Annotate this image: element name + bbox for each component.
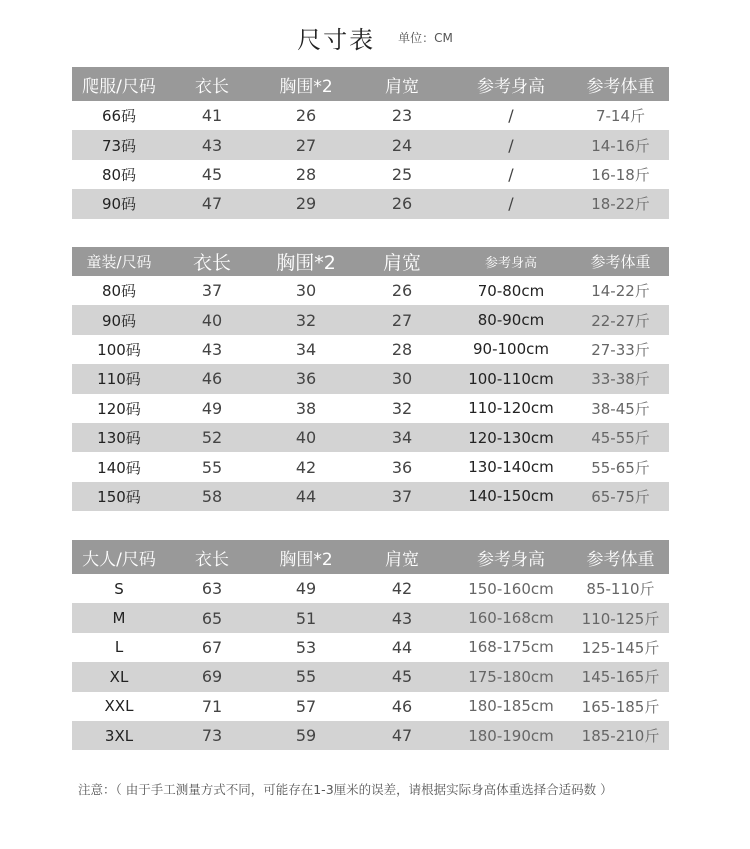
cell-length: 46 — [166, 364, 258, 393]
table-row — [72, 574, 669, 603]
cell-shoulder: 44 — [391, 637, 413, 657]
table-row — [72, 692, 669, 721]
cell-size: 80码 — [101, 282, 137, 301]
table-row — [72, 394, 669, 423]
cell-weight: 65-75斤 — [572, 482, 669, 511]
cell-size: L — [114, 638, 124, 657]
table-row — [72, 276, 669, 305]
cell-size: 80码 — [101, 165, 137, 184]
table-row — [72, 482, 669, 511]
cell-height: 168-175cm — [468, 638, 554, 657]
header-chest: 胸围*2 — [258, 67, 354, 101]
cell-height: 150-160cm — [468, 579, 554, 598]
table-row — [72, 335, 669, 364]
header-size: 童装/尺码 — [72, 247, 166, 276]
cell-size: S — [114, 579, 124, 598]
cell-shoulder: 23 — [391, 106, 413, 126]
table-header-row — [72, 540, 669, 574]
cell-shoulder: 32 — [391, 398, 413, 418]
cell-chest: 36 — [258, 364, 354, 393]
size-table-romper — [72, 67, 669, 219]
cell-size: XXL — [104, 697, 134, 716]
cell-chest: 42 — [295, 457, 317, 477]
cell-weight: 33-38斤 — [572, 364, 669, 393]
cell-size: 90码 — [72, 189, 166, 218]
table-row — [72, 101, 669, 130]
cell-length: 52 — [166, 423, 258, 452]
header-shoulder: 肩宽 — [354, 67, 450, 101]
table-row — [72, 721, 669, 750]
cell-chest: 34 — [295, 339, 317, 359]
cell-length: 58 — [166, 482, 258, 511]
table-row — [72, 603, 669, 632]
cell-height: 100-110cm — [450, 364, 572, 393]
size-table-adult — [72, 540, 669, 750]
cell-shoulder: 47 — [354, 721, 450, 750]
page-title: 尺寸表 — [297, 26, 376, 54]
table-row — [72, 189, 669, 218]
cell-size: 73码 — [72, 130, 166, 159]
table-row — [72, 305, 669, 334]
table-row — [72, 130, 669, 159]
table-row — [72, 662, 669, 691]
cell-height: / — [450, 189, 572, 218]
table-row — [72, 364, 669, 393]
cell-length: 45 — [201, 164, 223, 184]
cell-shoulder: 26 — [354, 189, 450, 218]
cell-height: 130-140cm — [468, 458, 554, 477]
cell-height: 140-150cm — [450, 482, 572, 511]
cell-chest: 30 — [295, 281, 317, 301]
cell-length: 37 — [201, 281, 223, 301]
cell-height: 180-185cm — [468, 697, 554, 716]
cell-size: 3XL — [72, 721, 166, 750]
cell-shoulder: 34 — [354, 423, 450, 452]
table-row — [72, 160, 669, 189]
cell-length: 67 — [201, 637, 223, 657]
cell-size: 120码 — [97, 399, 141, 418]
cell-shoulder: 45 — [354, 662, 450, 691]
cell-height: / — [450, 130, 572, 159]
header-length: 衣长 — [166, 67, 258, 101]
cell-weight: 185-210斤 — [572, 721, 669, 750]
cell-shoulder: 37 — [354, 482, 450, 511]
header-height: 参考身高 — [450, 540, 572, 574]
cell-height: 80-90cm — [450, 305, 572, 334]
cell-chest: 27 — [258, 130, 354, 159]
cell-shoulder: 43 — [354, 603, 450, 632]
cell-length: 63 — [201, 579, 223, 599]
cell-chest: 38 — [295, 398, 317, 418]
cell-shoulder: 30 — [354, 364, 450, 393]
header-shoulder: 肩宽 — [354, 540, 450, 574]
cell-shoulder: 36 — [391, 457, 413, 477]
cell-weight: 22-27斤 — [572, 305, 669, 334]
table-header-row — [72, 67, 669, 101]
cell-size: 130码 — [72, 423, 166, 452]
cell-length: 49 — [201, 398, 223, 418]
cell-length: 65 — [166, 603, 258, 632]
cell-chest: 49 — [295, 579, 317, 599]
cell-weight: 14-22斤 — [591, 282, 650, 301]
cell-height: 90-100cm — [473, 340, 549, 359]
cell-shoulder: 24 — [354, 130, 450, 159]
cell-height: 110-120cm — [468, 399, 554, 418]
cell-shoulder: 46 — [391, 696, 413, 716]
cell-chest: 57 — [295, 696, 317, 716]
cell-size: 150码 — [72, 482, 166, 511]
size-table-kids — [72, 247, 669, 511]
cell-length: 69 — [166, 662, 258, 691]
cell-length: 55 — [201, 457, 223, 477]
cell-size: 90码 — [72, 305, 166, 334]
cell-weight: 45-55斤 — [572, 423, 669, 452]
cell-length: 47 — [166, 189, 258, 218]
cell-shoulder: 28 — [391, 339, 413, 359]
cell-chest: 55 — [258, 662, 354, 691]
cell-length: 43 — [166, 130, 258, 159]
cell-length: 71 — [201, 696, 223, 716]
cell-size: M — [72, 603, 166, 632]
cell-size: 110码 — [72, 364, 166, 393]
cell-weight: 7-14斤 — [595, 107, 646, 126]
cell-weight: 27-33斤 — [591, 340, 650, 359]
table-row — [72, 633, 669, 662]
cell-weight: 110-125斤 — [572, 603, 669, 632]
header-size: 爬服/尺码 — [72, 67, 166, 101]
cell-weight: 16-18斤 — [591, 165, 650, 184]
header-chest: 胸围*2 — [258, 247, 354, 276]
cell-height: 160-168cm — [450, 603, 572, 632]
unit-label: 单位：CM — [398, 31, 453, 45]
header-size: 大人/尺码 — [72, 540, 166, 574]
header-height: 参考身高 — [450, 67, 572, 101]
header-weight: 参考体重 — [572, 540, 669, 574]
cell-weight: 85-110斤 — [586, 580, 655, 599]
cell-weight: 165-185斤 — [581, 697, 660, 716]
cell-height: 175-180cm — [450, 662, 572, 691]
cell-size: 66码 — [101, 107, 137, 126]
cell-chest: 51 — [258, 603, 354, 632]
cell-chest: 40 — [258, 423, 354, 452]
cell-chest: 44 — [258, 482, 354, 511]
header-weight: 参考体重 — [572, 67, 669, 101]
cell-chest: 28 — [295, 164, 317, 184]
cell-weight: 145-165斤 — [572, 662, 669, 691]
header-chest: 胸围*2 — [258, 540, 354, 574]
cell-height: 120-130cm — [450, 423, 572, 452]
cell-chest: 59 — [258, 721, 354, 750]
cell-chest: 32 — [258, 305, 354, 334]
cell-length: 41 — [201, 106, 223, 126]
cell-size: 140码 — [97, 458, 141, 477]
cell-weight: 14-16斤 — [572, 130, 669, 159]
header-weight: 参考体重 — [572, 247, 669, 276]
cell-length: 40 — [166, 305, 258, 334]
cell-height: 70-80cm — [477, 281, 545, 300]
cell-weight: 55-65斤 — [591, 458, 650, 477]
cell-length: 73 — [166, 721, 258, 750]
table-header-row — [72, 247, 669, 276]
header-length: 衣长 — [166, 540, 258, 574]
cell-weight: 18-22斤 — [572, 189, 669, 218]
cell-weight: 125-145斤 — [581, 638, 660, 657]
header-shoulder: 肩宽 — [354, 247, 450, 276]
cell-weight: 38-45斤 — [591, 399, 650, 418]
cell-size: XL — [72, 662, 166, 691]
table-row — [72, 423, 669, 452]
cell-height: / — [508, 164, 514, 184]
table-row — [72, 452, 669, 481]
cell-shoulder: 25 — [391, 164, 413, 184]
cell-shoulder: 42 — [391, 579, 413, 599]
cell-length: 43 — [201, 339, 223, 359]
header-length: 衣长 — [166, 247, 258, 276]
header-height: 参考身高 — [450, 247, 572, 276]
cell-height: / — [508, 106, 514, 126]
cell-shoulder: 26 — [391, 281, 413, 301]
cell-size: 100码 — [97, 340, 141, 359]
cell-shoulder: 27 — [354, 305, 450, 334]
cell-height: 180-190cm — [450, 721, 572, 750]
cell-chest: 53 — [295, 637, 317, 657]
measurement-note: 注意：（ 由于手工测量方式不同，可能存在1-3厘米的误差，请根据实际身高体重选择合适码数 ） — [78, 782, 613, 797]
title-bar — [0, 20, 750, 55]
cell-chest: 29 — [258, 189, 354, 218]
cell-chest: 26 — [295, 106, 317, 126]
